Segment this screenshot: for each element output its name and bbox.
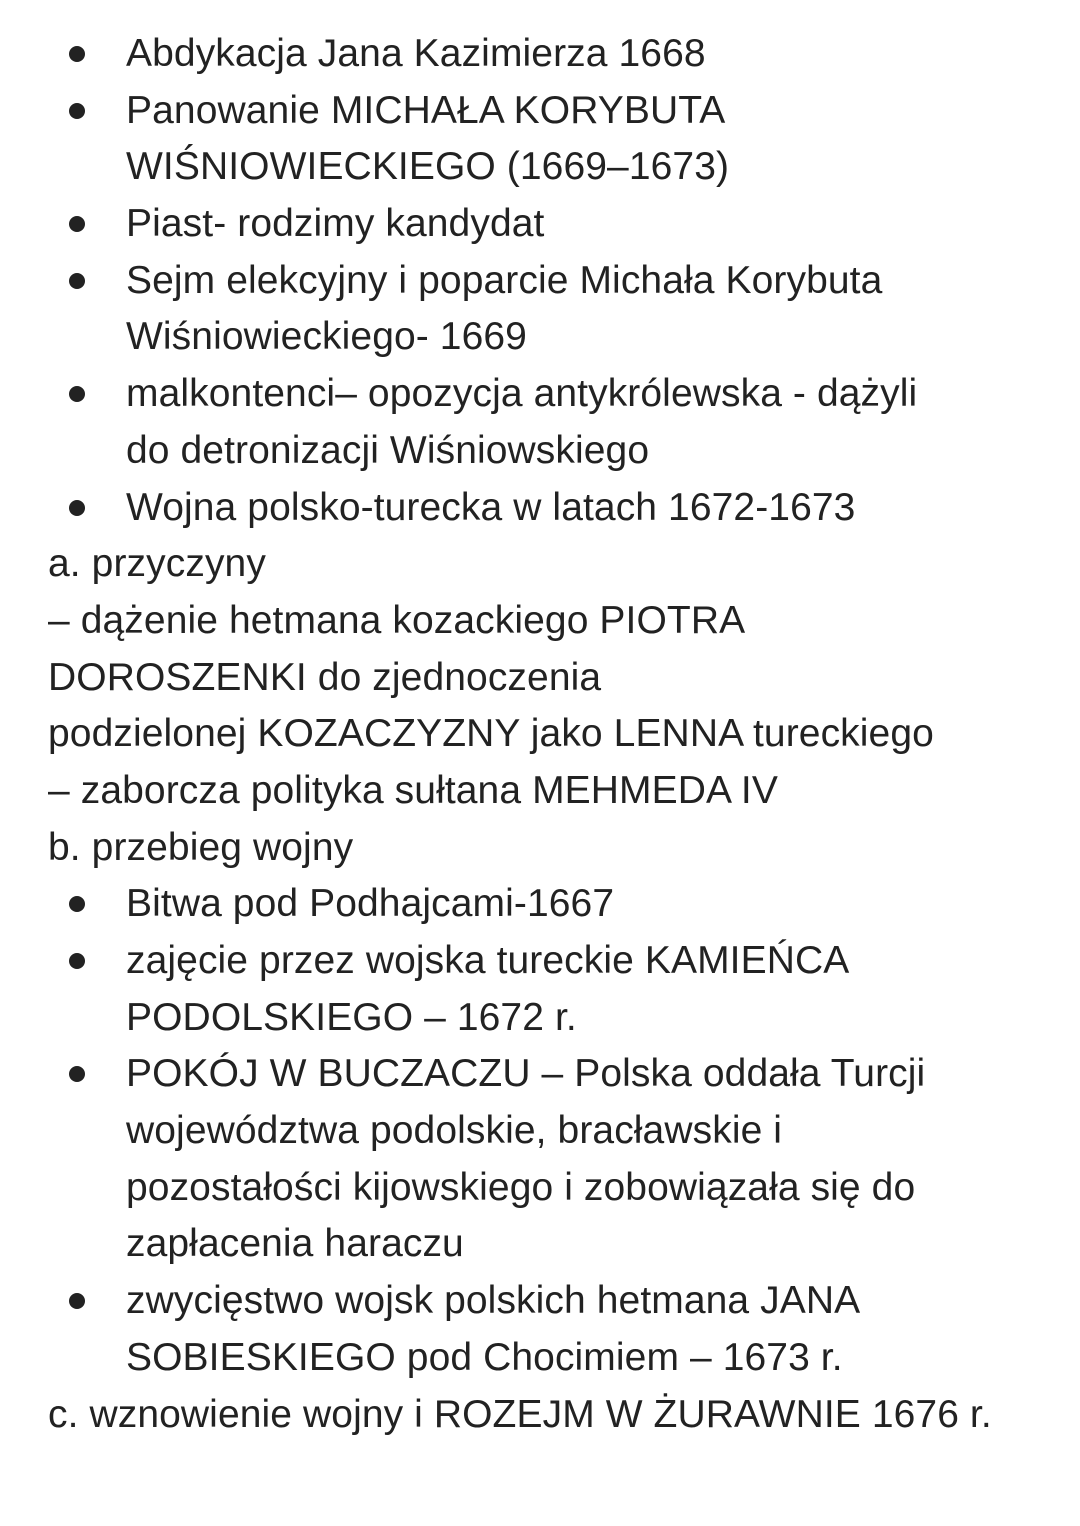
line-text: Abdykacja Jana Kazimierza 1668 (126, 32, 706, 75)
bullet-continuation (0, 1216, 1080, 1273)
line-text: Sejm elekcyjny i poparcie Michała Korybuta (126, 258, 883, 302)
section-heading (0, 1387, 1080, 1444)
line-text: b. przebieg wojny (48, 825, 354, 869)
bullet-item (0, 83, 1080, 140)
line-text: pozostałości kijowskiego i zobowiązała się do (126, 1165, 916, 1209)
bullet-dot-icon (69, 953, 85, 969)
bullet-item (0, 366, 1080, 423)
bullet-dot-icon (69, 273, 85, 289)
plain-line (0, 593, 1080, 650)
bullet-item (0, 196, 1080, 253)
line-text: Wiśniowieckiego- 1669 (126, 315, 527, 359)
line-text: zajęcie przez wojska tureckie KAMIEŃCA (126, 939, 850, 982)
line-text: SOBIESKIEGO pod Chocimiem – 1673 r. (126, 1335, 843, 1379)
line-text: podzielonej KOZACZYZNY jako LENNA tureckiego (48, 712, 934, 756)
bullet-dot-icon (69, 1293, 85, 1309)
bullet-item (0, 933, 1080, 990)
notes-page (0, 26, 1080, 1443)
line-text: c. wznowienie wojny i ROZEJM W ŻURAWNIE 1676 r. (48, 1392, 992, 1436)
line-text: Wojna polsko-turecka w latach 1672-1673 (126, 485, 856, 529)
bullet-continuation (0, 1103, 1080, 1160)
plain-line (0, 706, 1080, 763)
line-text: DOROSZENKI do zjednoczenia (48, 655, 602, 699)
bullet-continuation (0, 990, 1080, 1047)
bullet-continuation (0, 1330, 1080, 1387)
line-text: PODOLSKIEGO – 1672 r. (126, 995, 577, 1039)
line-text: Bitwa pod Podhajcami-1667 (126, 882, 615, 926)
line-text: a. przyczyny (48, 542, 266, 586)
bullet-continuation (0, 139, 1080, 196)
line-text: zapłacenia haraczu (126, 1222, 464, 1266)
line-text: Panowanie MICHAŁA KORYBUTA (126, 88, 726, 132)
bullet-continuation (0, 309, 1080, 366)
bullet-dot-icon (69, 896, 85, 912)
bullet-dot-icon (69, 386, 85, 402)
bullet-continuation (0, 423, 1080, 480)
bullet-dot-icon (69, 1066, 85, 1082)
plain-line (0, 650, 1080, 707)
line-text: zwycięstwo wojsk polskich hetmana JANA (126, 1279, 861, 1323)
bullet-dot-icon (69, 46, 85, 62)
bullet-item (0, 1273, 1080, 1330)
section-heading (0, 820, 1080, 877)
line-text: do detronizacji Wiśniowskiego (126, 428, 650, 472)
bullet-item (0, 253, 1080, 310)
line-text: województwa podolskie, bracławskie i (126, 1109, 783, 1153)
line-text: malkontenci– opozycja antykrólewska - dążyli (126, 372, 918, 416)
bullet-item (0, 1046, 1080, 1103)
bullet-item (0, 480, 1080, 537)
bullet-dot-icon (69, 500, 85, 516)
line-text: POKÓJ W BUCZACZU – Polska oddała Turcji (126, 1052, 926, 1096)
bullet-dot-icon (69, 103, 85, 119)
section-heading (0, 536, 1080, 593)
line-text: Piast- rodzimy kandydat (126, 202, 545, 246)
plain-line (0, 763, 1080, 820)
line-text: WIŚNIOWIECKIEGO (1669–1673) (126, 145, 730, 189)
bullet-item (0, 26, 1080, 83)
bullet-dot-icon (69, 216, 85, 232)
line-text: – zaborcza polityka sułtana MEHMEDA IV (48, 768, 778, 812)
bullet-continuation (0, 1160, 1080, 1217)
line-text: – dążenie hetmana kozackiego PIOTRA (48, 598, 746, 642)
bullet-item (0, 876, 1080, 933)
